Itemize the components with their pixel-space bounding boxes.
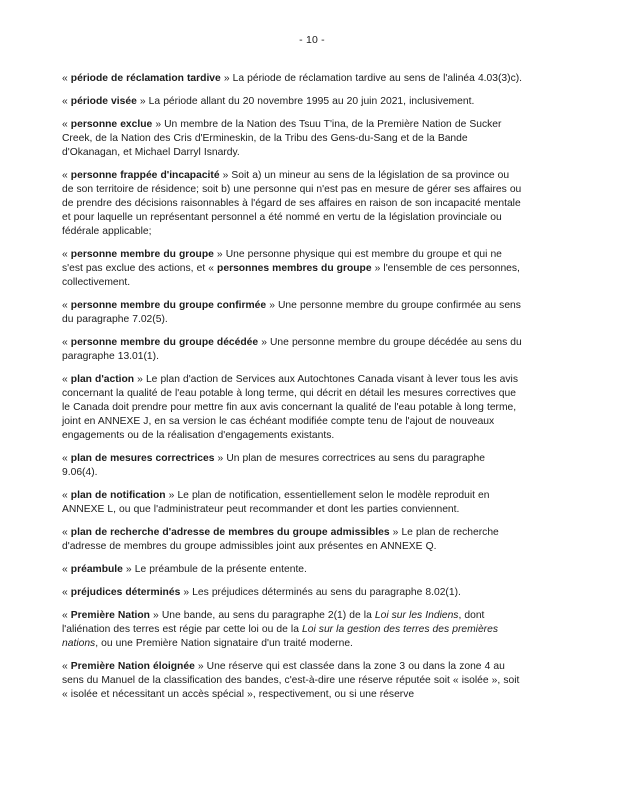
definition-paragraph — [62, 373, 523, 443]
defined-term: préjudices déterminés — [70, 587, 181, 598]
text-run: » Soit a) un mineur au sens de la législation de sa province ou de son territoire de résidence; soit b) une personne qui n'est pas en mesure de gérer ses affaires ou de prendre des décisions raisonnables à l'égard de ses affaires en raison de son incapacité mentale et pour laquelle un représentant personnel a été nommé en vertu de la législation provinciale ou fédérale applicable; — [62, 170, 522, 237]
text-run: « — [62, 119, 71, 130]
defined-term: personne membre du groupe — [70, 249, 214, 260]
text-run: » l'ensemble de ces personnes, collectivement. — [62, 263, 520, 288]
law-title: Loi sur la gestion des terres des premières nations — [62, 624, 498, 649]
text-run: « — [62, 73, 71, 84]
definition-paragraph — [62, 169, 523, 239]
defined-term: personne exclue — [70, 119, 153, 130]
text-run: « — [62, 587, 71, 598]
page-number: - 10 - — [299, 34, 325, 46]
definition-paragraph — [62, 248, 523, 290]
text-run: » Une bande, au sens du paragraphe 2(1) de la — [149, 610, 375, 621]
defined-term: période de réclamation tardive — [70, 73, 221, 84]
text-run: » La période de réclamation tardive au sens de l'alinéa 4.03(3)c). — [220, 73, 523, 84]
text-run: » Une personne membre du groupe décédée au sens du paragraphe 13.01(1). — [62, 337, 522, 362]
text-run: » Le préambule de la présente entente. — [122, 564, 307, 575]
defined-term: préambule — [70, 564, 123, 575]
definition-paragraph — [62, 299, 523, 327]
text-run: « — [62, 527, 71, 538]
text-run: » Un plan de mesures correctrices au sens du paragraphe 9.06(4). — [62, 453, 485, 478]
definitions-content — [62, 72, 523, 702]
text-run: » Le plan d'action de Services aux Autochtones Canada visant à lever tous les avis concernant la qualité de l'eau potable à long terme, qui décrit en détail les mesures correctives que le Canada doit prendre pour mettre fin aux avis concernant la qualité de l'eau potable à long terme, joint en ANNEXE J, en sa version le cas échéant modifiée compte tenu de l'ajout de nouveaux engagements ou de la réalisation d'engagements existants. — [62, 374, 518, 441]
definition-paragraph — [62, 72, 523, 86]
defined-term: Première Nation éloignée — [70, 661, 195, 672]
text-run: « — [62, 564, 71, 575]
text-run: » Une personne physique qui est membre du groupe et qui ne s'est pas exclue des actions, et « — [62, 249, 502, 274]
text-run: , dont l'aliénation des terres est régie par cette loi ou de la — [62, 610, 485, 635]
defined-term: plan d'action — [70, 374, 135, 385]
text-run: » Un membre de la Nation des Tsuu T'ina, de la Première Nation de Sucker Creek, de la Nation des Cris d'Ermineskin, de la Tribu des Gens-du-Sang et de la Bande d'Okanagan, et Michael Darryl Isnardy. — [62, 119, 502, 158]
defined-term: personnes membres du groupe — [217, 263, 372, 274]
defined-term: période visée — [70, 96, 137, 107]
text-run: « — [62, 610, 71, 621]
defined-term: personne membre du groupe décédée — [70, 337, 259, 348]
text-run: , ou une Première Nation signataire d'un traité moderne. — [95, 638, 353, 649]
text-run: « — [62, 337, 71, 348]
definition-paragraph — [62, 452, 523, 480]
text-run: « — [62, 96, 71, 107]
defined-term: plan de notification — [70, 490, 166, 501]
definition-paragraph — [62, 118, 523, 160]
text-run: » Le plan de notification, essentiellement selon le modèle reproduit en ANNEXE L, ou que l'administrateur peut recommander et dont les parties conviennent. — [62, 490, 490, 515]
text-run: « — [62, 661, 71, 672]
text-run: « — [62, 300, 71, 311]
definition-paragraph — [62, 336, 523, 364]
definition-paragraph — [62, 489, 523, 517]
definition-paragraph — [62, 586, 523, 600]
text-run: » La période allant du 20 novembre 1995 au 20 juin 2021, inclusivement. — [136, 96, 475, 107]
definition-paragraph — [62, 526, 523, 554]
text-run: « — [62, 170, 71, 181]
defined-term: Première Nation — [70, 610, 150, 621]
text-run: « — [62, 249, 71, 260]
text-run: « — [62, 490, 71, 501]
law-title: Loi sur les Indiens — [374, 610, 459, 621]
text-run: » Une réserve qui est classée dans la zone 3 ou dans la zone 4 au sens du Manuel de la classification des bandes, c'est-à-dire une réserve réputée soit « isolée », soit « isolée et nécessitant un accès spécial », respectivement, ou si une réserve — [62, 661, 520, 700]
text-run: » Le plan de recherche d'adresse de membres du groupe admissibles joint aux présentes en ANNEXE Q. — [62, 527, 499, 552]
text-run: « — [62, 453, 71, 464]
defined-term: personne frappée d'incapacité — [70, 170, 220, 181]
defined-term: plan de mesures correctrices — [70, 453, 215, 464]
definition-paragraph — [62, 609, 523, 651]
definition-paragraph — [62, 660, 523, 702]
text-run: « — [62, 374, 71, 385]
definition-paragraph — [62, 563, 523, 577]
defined-term: personne membre du groupe confirmée — [70, 300, 267, 311]
defined-term: plan de recherche d'adresse de membres du groupe admissibles — [70, 527, 390, 538]
text-run: » Les préjudices déterminés au sens du paragraphe 8.02(1). — [180, 587, 461, 598]
definition-paragraph — [62, 95, 523, 109]
text-run: » Une personne membre du groupe confirmée au sens du paragraphe 7.02(5). — [62, 300, 521, 325]
